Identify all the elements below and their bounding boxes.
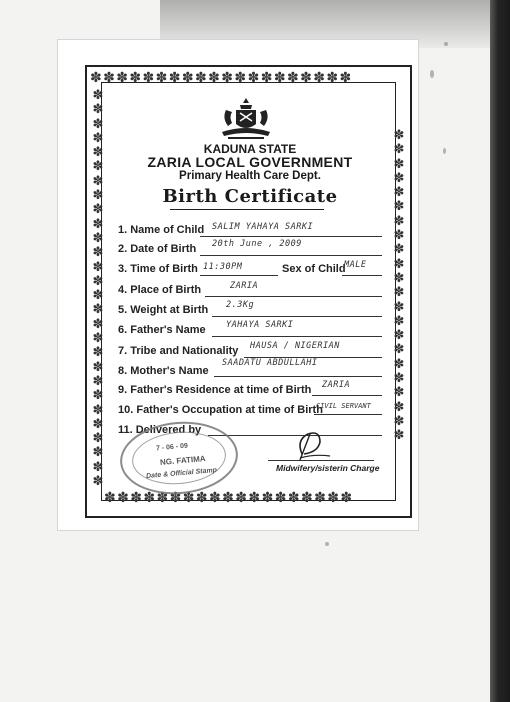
border-ornament-left: ✽✽✽✽✽✽✽✽✽✽✽✽✽✽✽✽✽✽✽✽✽✽✽✽✽✽✽✽	[92, 88, 104, 489]
stamp-date: 7 - 06 - 09	[155, 442, 189, 453]
field-value-fathers-occupation: CIVIL SERVANT	[316, 402, 371, 410]
field-value-place-of-birth: ZARIA	[230, 281, 259, 291]
field-label-weight-at-birth: 5. Weight at Birth	[118, 304, 209, 316]
field-line-fathers-name	[212, 336, 382, 337]
certificate-title: Birth Certificate	[162, 186, 338, 207]
scan-edge	[490, 0, 510, 702]
title-underline	[170, 209, 324, 210]
department-name: Primary Health Care Dept.	[179, 170, 321, 182]
field-label-fathers-occupation: 10. Father's Occupation at time of Birth	[118, 404, 323, 416]
border-ornament-right: ✽✽✽✽✽✽✽✽✽✽✽✽✽✽✽✽✽✽✽✽✽✽	[393, 128, 405, 443]
field-label-time-of-birth: 3. Time of Birth	[118, 263, 198, 275]
field-label-tribe-nationality: 7. Tribe and Nationality	[118, 345, 239, 357]
field-line-name-of-child	[200, 236, 382, 237]
signature-line	[268, 460, 374, 461]
scan-speck	[444, 42, 448, 46]
field-line-fathers-occupation	[314, 414, 382, 415]
scan-speck	[325, 542, 329, 546]
border-ornament-top: ✽✽✽✽✽✽✽✽✽✽✽✽✽✽✽✽✽✽✽✽	[90, 70, 353, 84]
field-label-date-of-birth: 2. Date of Birth	[118, 243, 197, 255]
field-label-fathers-name: 6. Father's Name	[118, 324, 206, 336]
field-line-mothers-name	[214, 376, 382, 377]
field-value-mothers-name: SAADATU ABDULLAHI	[222, 358, 318, 368]
field-value-name-of-child: SALIM YAHAYA SARKI	[212, 222, 314, 232]
field-line-place-of-birth	[205, 296, 382, 297]
field-value-time-of-birth: 11:30PM	[203, 262, 243, 272]
field-label-place-of-birth: 4. Place of Birth	[118, 284, 202, 296]
field-value-date-of-birth: 20th June , 2009	[212, 239, 302, 249]
field-line-sex-of-child	[342, 275, 382, 276]
midwife-signature	[278, 428, 348, 464]
border-ornament-bottom: ✽✽✽✽✽✽✽✽✽✽✽✽✽✽✽✽✽✽✽	[104, 490, 354, 504]
scan-speck	[443, 148, 446, 154]
stamp-name: NG. FATIMA	[159, 454, 206, 467]
signature-caption: Midwifery/sisterin Charge	[276, 463, 380, 473]
field-label-mothers-name: 8. Mother's Name	[118, 365, 209, 377]
field-value-weight-at-birth: 2.3Kg	[226, 300, 255, 310]
field-label-sex-of-child: Sex of Child	[282, 263, 346, 275]
stamp-caption: Date & Official Stamp	[145, 466, 218, 481]
field-label-delivered-by: 11. Delivered by	[118, 424, 202, 436]
field-value-fathers-name: YAHAYA SARKI	[226, 320, 294, 330]
field-line-time-of-birth	[200, 275, 278, 276]
field-value-sex-of-child: MALE	[344, 260, 367, 270]
field-line-weight-at-birth	[212, 316, 382, 317]
field-value-fathers-residence: ZARIA	[322, 380, 351, 390]
field-label-fathers-residence: 9. Father's Residence at time of Birth	[118, 384, 312, 396]
coat-of-arms-emblem	[218, 96, 274, 142]
field-label-name-of-child: 1. Name of Child	[118, 224, 205, 236]
field-line-date-of-birth	[200, 255, 382, 256]
scan-speck	[430, 70, 434, 78]
field-value-tribe-nationality: HAUSA / NIGERIAN	[250, 341, 340, 351]
field-line-fathers-residence	[312, 395, 382, 396]
state-name: KADUNA STATE	[203, 142, 297, 156]
lga-name: ZARIA LOCAL GOVERNMENT	[147, 154, 353, 170]
